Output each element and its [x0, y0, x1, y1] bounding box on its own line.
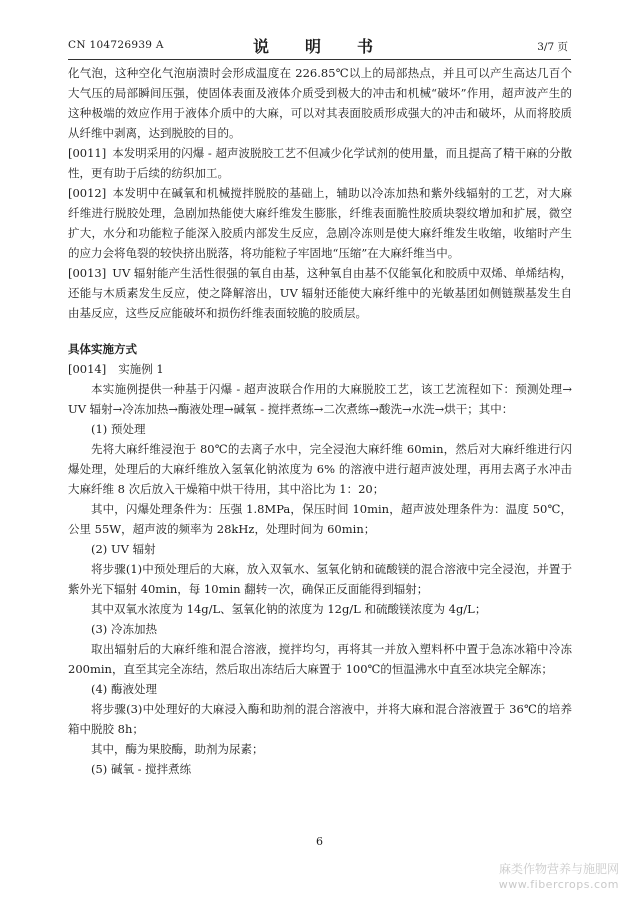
paragraph-number: [0011] [68, 146, 107, 160]
step-4-text: 将步骤(3)中处理好的大麻浸入酶和助剂的混合溶液中，并将大麻和混合溶液置于 36℃的培养箱中脱胶 8h； [68, 702, 572, 736]
step-1-conditions: 其中，闪爆处理条件为：压强 1.8MPa，保压时间 10min，超声波处理条件为：温度 50℃，公里 55W，超声波的频率为 28kHz，处理时间为 60min； [68, 502, 572, 536]
step-4-heading: (4) 酶液处理 [91, 682, 157, 696]
step-3-heading: (3) 冷冻加热 [91, 622, 157, 636]
paragraph-0014 [68, 359, 572, 379]
header-rule [68, 59, 571, 60]
patent-number: CN 104726939 A [68, 39, 164, 51]
step-2-concentrations: 其中双氧水浓度为 14g/L、氢氧化钠的浓度为 12g/L 和硫酸镁浓度为 4g/L； [91, 602, 487, 616]
step-2-text: 将步骤(1)中预处理后的大麻，放入双氧水、氢氧化钠和硫酸镁的混合溶液中完全浸泡，并置于紫外光下辐射 40min，每 10min 翻转一次，确保正反面能得到辐射； [68, 562, 572, 596]
spacer [68, 323, 572, 339]
watermark-text: 麻类作物营养与施肥网 [498, 862, 619, 876]
paragraph-0012 [68, 183, 572, 263]
paragraph-number: [0012] [68, 186, 107, 200]
watermark-url: www.fibercrops.com [498, 878, 619, 891]
paragraph-number: [0014] [68, 362, 107, 376]
watermark [499, 862, 619, 892]
step-1-heading: (1) 预处理 [91, 422, 146, 436]
process-overview: 本实施例提供一种基于闪爆 - 超声波联合作用的大麻脱胶工艺，该工艺流程如下：预测处理→ UV 辐射→冷冻加热→酶液处理→碱氧 - 搅拌煮练→二次煮练→酸洗→水洗→烘干；其中： [68, 382, 572, 416]
document-title: 说 明 书 [252, 37, 383, 56]
paragraph-number: [0013] [68, 266, 107, 280]
paragraph-text: 本发明中在碱氧和机械搅拌脱胶的基础上，辅助以冷冻加热和紫外线辐射的工艺，对大麻纤维进行脱胶处理，急剧加热能使大麻纤维发生膨胀，纤维表面脆性胶质块裂纹增加和扩展，微空扩大，水分和功能粒子能深入胶质内部发生反应，急剧冷冻则是使大麻纤维发生收缩，收缩时产生的应力会将龟裂的较快挤出脱落，将功能粒子牢固地“压缩”在大麻纤维当中。 [68, 186, 572, 260]
body-text [68, 63, 572, 779]
step-4-enzyme: 其中，酶为果胶酶，助剂为尿素； [91, 742, 264, 756]
example-title: 实施例 1 [118, 362, 164, 376]
step-2-heading: (2) UV 辐射 [91, 542, 156, 556]
page-header [68, 34, 568, 56]
paragraph-text: UV 辐射能产生活性很强的氧自由基，这种氧自由基不仅能氧化和胶质中双烯、单烯结构，还能与木质素发生反应，使之降解溶出，UV 辐射还能使大麻纤维中的光敏基团如侧链羰基发生自由基反应，这些反应能破坏和损伤纤维表面较脆的胶质层。 [68, 266, 572, 320]
step-3-text: 取出辐射后的大麻纤维和混合溶液，搅拌均匀，再将其一并放入塑料杯中置于急冻冰箱中冷冻 200min，直至其完全冻结，然后取出冻结后大麻置于 100℃的恒温沸水中直至冰块完全解冻； [68, 642, 572, 676]
step-5-heading: (5) 碱氧 - 搅拌煮练 [91, 762, 192, 776]
section-heading: 具体实施方式 [68, 342, 137, 356]
paragraph-0013 [68, 263, 572, 323]
page-number: 6 [316, 835, 323, 848]
paragraph-0011 [68, 143, 572, 183]
page-indicator: 3/7 页 [537, 41, 568, 53]
paragraph-continuation: 化气泡，这种空化气泡崩溃时会形成温度在 226.85℃以上的局部热点，并且可以产生高达几百个大气压的局部瞬间压强，使固体表面及液体介质受到极大的冲击和机械“破坏”作用，超声波产生的这种极端的效应作用于液体介质中的大麻，可以对其表面胶质形成强大的冲击和破坏，从而将胶质从纤维中剥离，达到脱胶的目的。 [68, 66, 572, 140]
paragraph-text: 本发明采用的闪爆 - 超声波脱胶工艺不但减少化学试剂的使用量，而且提高了精干麻的分散性，更有助于后续的纺织加工。 [68, 146, 572, 180]
step-1-text: 先将大麻纤维浸泡于 80℃的去离子水中，完全浸泡大麻纤维 60min，然后对大麻纤维进行闪爆处理，处理后的大麻纤维放入氢氧化钠浓度为 6% 的溶液中进行超声波处理，再用去离子水冲击大麻纤维 8 次后放入干燥箱中烘干待用，其中浴比为 1：20； [68, 442, 572, 496]
